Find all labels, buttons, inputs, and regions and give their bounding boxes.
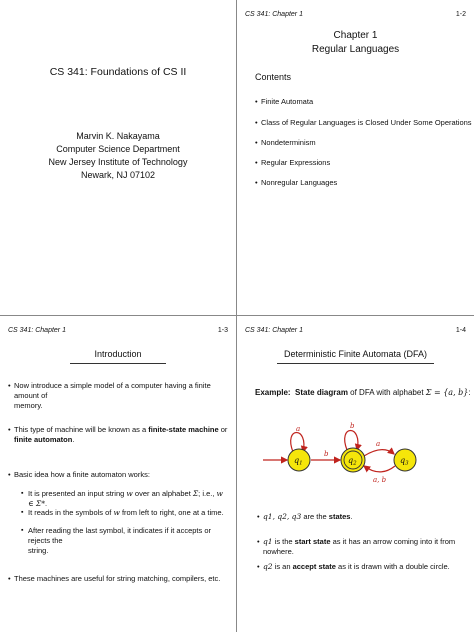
edge-q2-loop xyxy=(345,431,358,451)
author-block xyxy=(0,130,236,182)
slide-header xyxy=(8,327,228,334)
list-item: • Nondeterminism xyxy=(261,138,316,148)
edge-q2-q3 xyxy=(364,450,394,456)
slide-title: Introduction xyxy=(94,349,142,359)
list-item: • This type of machine will be known as a finite-state machine or finite automaton. xyxy=(14,425,229,445)
list-item: • q1 is the start state as it has an arrow coming into it from nowhere. xyxy=(263,537,468,557)
list-item: • Finite Automata xyxy=(261,97,313,107)
slide-4 xyxy=(237,316,474,632)
state-label: q1 xyxy=(294,456,303,467)
chapter-subtitle: Regular Languages xyxy=(311,44,400,55)
edge-q3-q2 xyxy=(364,466,395,472)
slide-title: Deterministic Finite Automata (DFA) xyxy=(283,349,428,359)
slide-2 xyxy=(237,0,474,316)
edge-label: a xyxy=(296,425,301,433)
chapter-label: CS 341: Chapter 1 xyxy=(8,327,66,334)
title-rule xyxy=(277,363,434,364)
list-item: • Basic idea how a finite automaton works: xyxy=(14,470,229,480)
slide-header xyxy=(245,327,466,334)
example-line: Example: State diagram of DFA with alphabet Σ = {a, b}: xyxy=(255,388,471,397)
chapter-title-block xyxy=(237,29,474,57)
edge-label: a, b xyxy=(373,476,387,484)
state-label: q2 xyxy=(348,456,357,467)
edge-label: a xyxy=(376,440,381,448)
page-number: 1-3 xyxy=(217,327,228,334)
slide-3 xyxy=(0,316,237,632)
list-item: • Nonregular Languages xyxy=(261,178,337,188)
list-item: • q1, q2, q3 are the states. xyxy=(263,512,468,522)
course-title: CS 341: Foundations of CS II xyxy=(49,66,187,78)
page-number: 1-4 xyxy=(455,327,466,334)
page-number: 1-2 xyxy=(455,11,466,18)
dfa-state-diagram xyxy=(237,406,474,486)
sub-list-item: ▪ It is presented an input string w over an alphabet Σ; i.e., w ∈ Σ*. xyxy=(28,489,228,509)
contents-heading: Contents xyxy=(255,72,292,82)
sub-list-item: ▪ After reading the last symbol, it indicates if it accepts or rejects the string. xyxy=(28,526,228,556)
chapter-label: CS 341: Chapter 1 xyxy=(245,11,303,18)
sub-list-item: ▪ It reads in the symbols of w from left to right, one at a time. xyxy=(28,508,228,518)
department: Computer Science Department xyxy=(56,144,180,154)
slide-header xyxy=(245,11,466,18)
author-name: Marvin K. Nakayama xyxy=(76,131,160,141)
list-item: • Now introduce a simple model of a computer having a finite amount of memory. xyxy=(14,381,229,411)
state-label: q3 xyxy=(400,456,409,467)
list-item: • Class of Regular Languages is Closed Under Some Operations xyxy=(261,118,472,128)
institution: New Jersey Institute of Technology xyxy=(48,157,188,167)
edge-label: b xyxy=(324,450,329,458)
chapter-title: Chapter 1 xyxy=(333,30,378,41)
slide-1 xyxy=(0,0,237,316)
chapter-label: CS 341: Chapter 1 xyxy=(245,327,303,334)
list-item: • q2 is an accept state as it is drawn with a double circle. xyxy=(263,562,468,572)
city: Newark, NJ 07102 xyxy=(80,170,156,180)
edge-label: b xyxy=(350,422,355,430)
list-item: • Regular Expressions xyxy=(261,158,330,168)
title-rule xyxy=(70,363,166,364)
list-item: • These machines are useful for string matching, compilers, etc. xyxy=(14,574,229,584)
